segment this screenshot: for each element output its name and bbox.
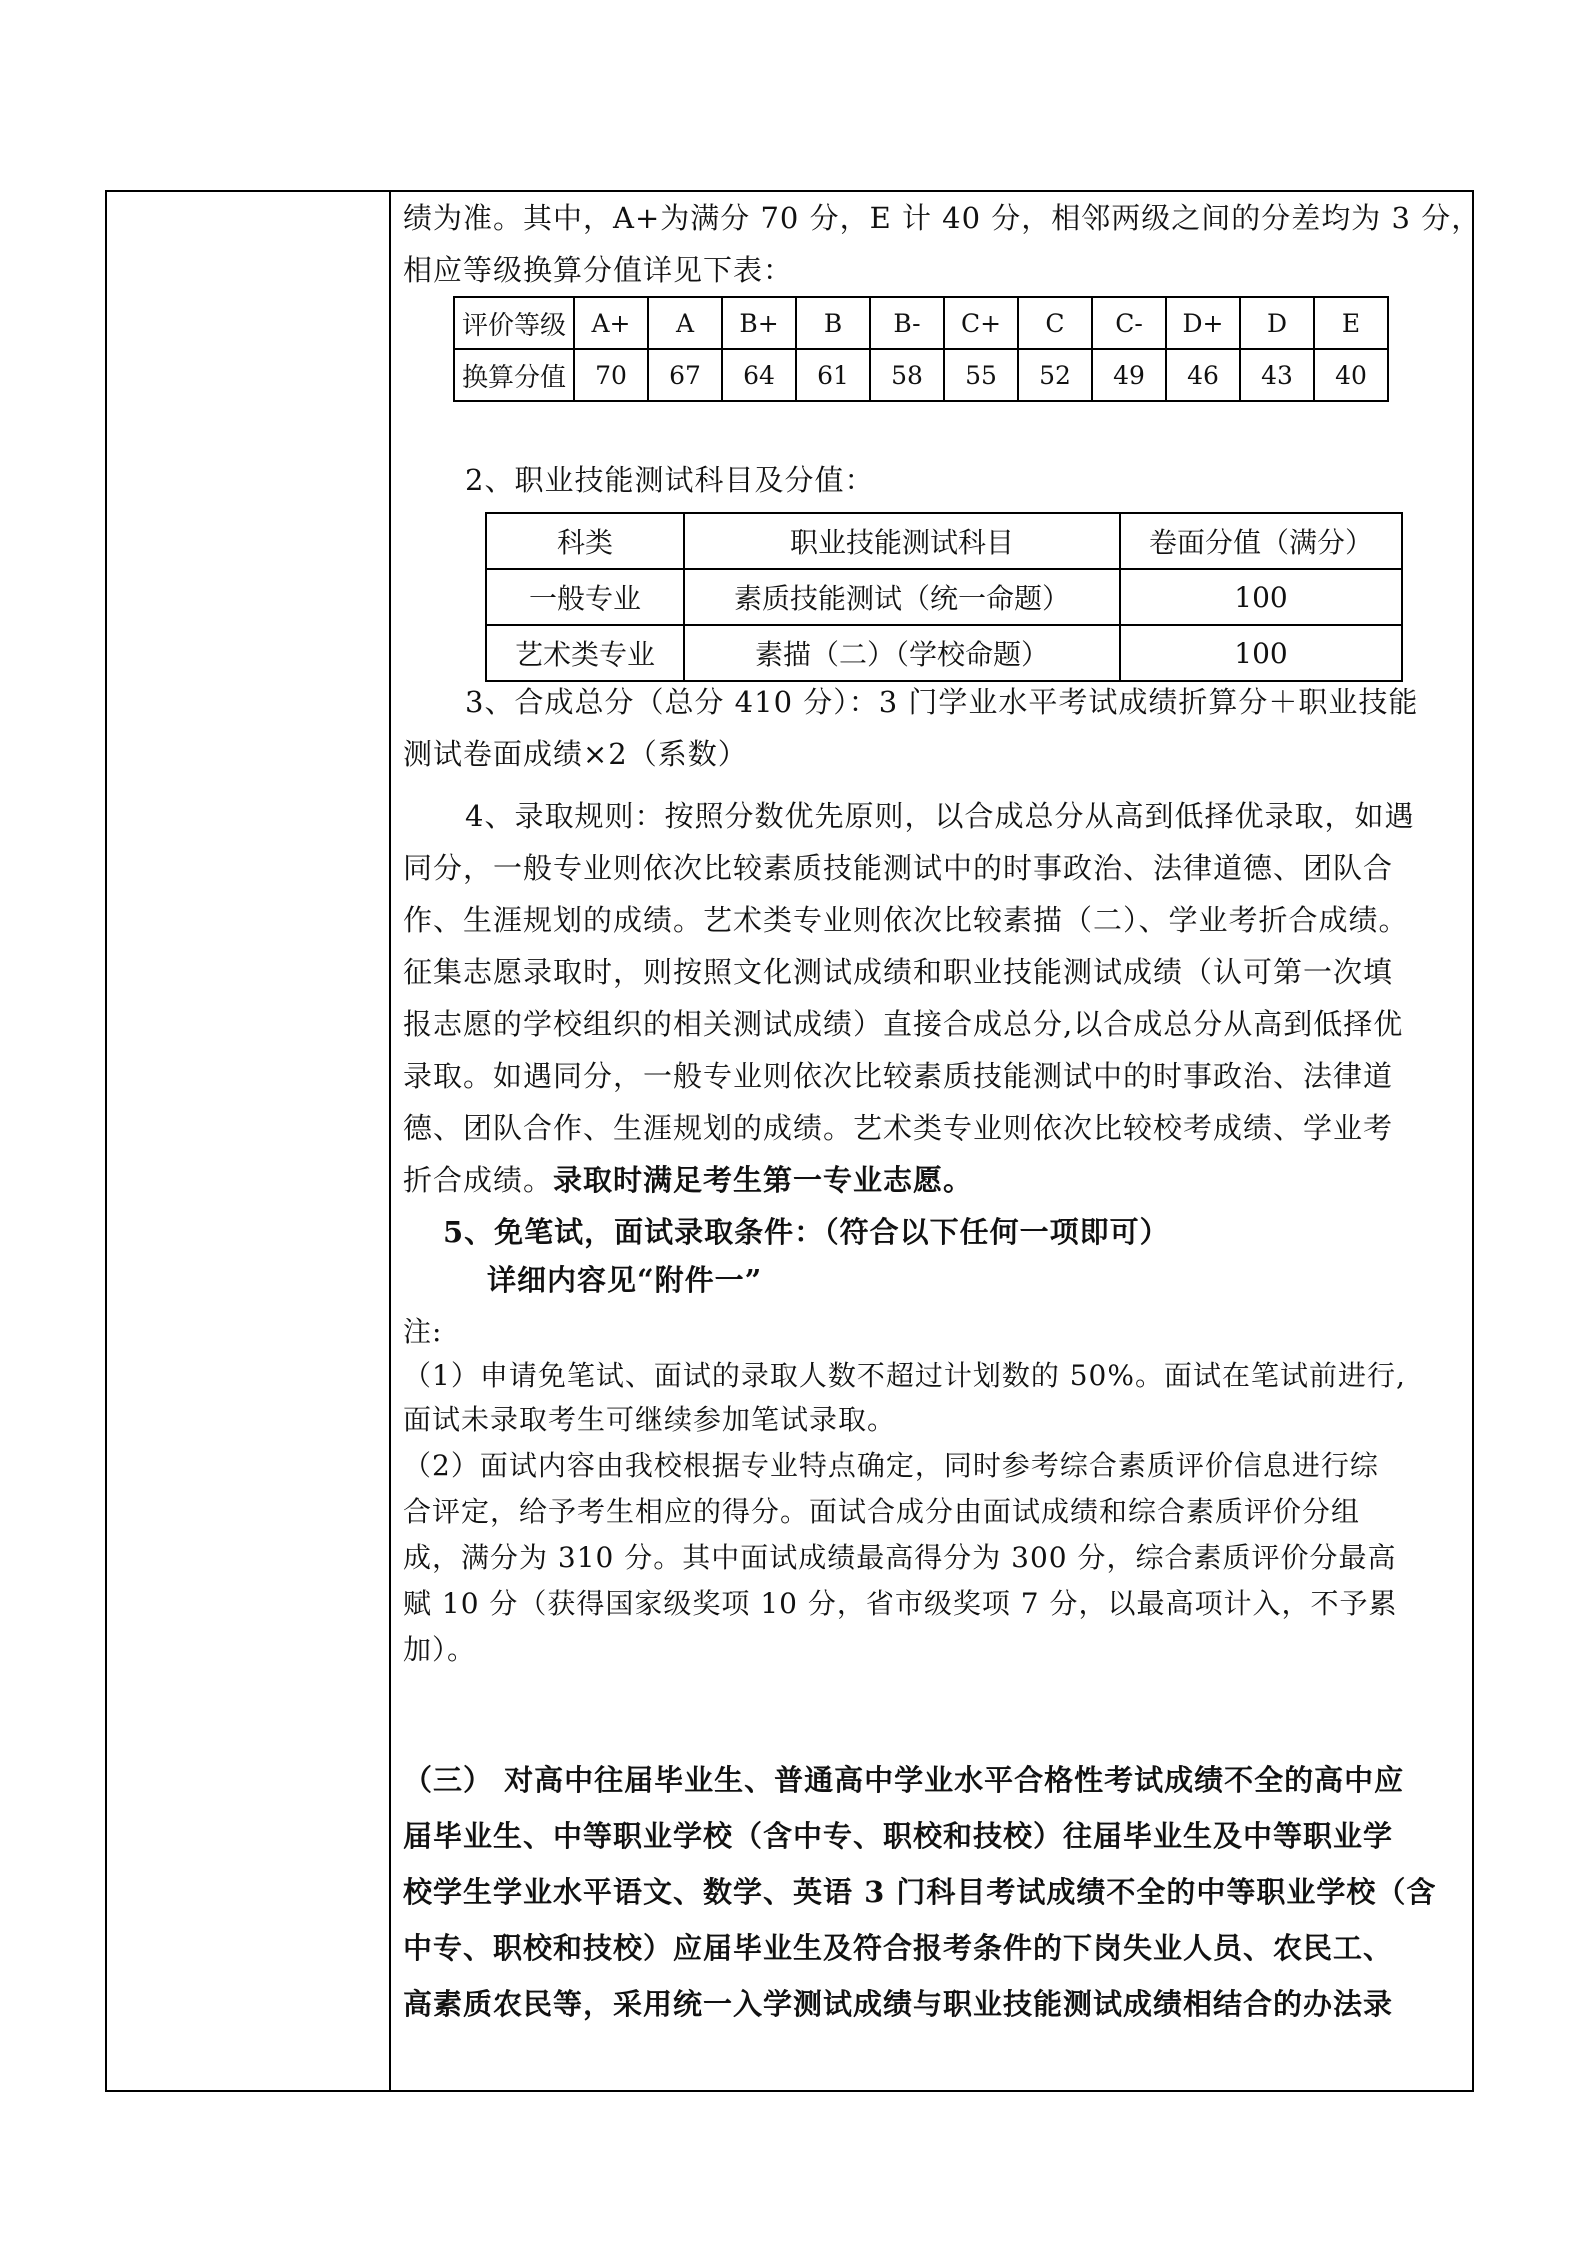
subject-row — [486, 625, 1402, 681]
section5-detail: 详细内容见“附件一” — [487, 1263, 763, 1297]
subject-name: 素质技能测试（统一命题） — [684, 569, 1120, 625]
grade-cell: E — [1314, 297, 1388, 349]
subject-score-table — [485, 512, 1403, 682]
note2-line4: 赋 10 分（获得国家级奖项 10 分，省市级奖项 7 分，以最高项计入，不予累 — [403, 1587, 1398, 1620]
section-three-line2: 届毕业生、中等职业学校（含中专、职校和技校）往届毕业生及中等职业学 — [403, 1819, 1394, 1853]
score-cell: 61 — [796, 349, 870, 401]
section4-line8-bold: 录取时满足考生第一专业志愿。 — [553, 1163, 974, 1197]
note1-line1: （1）申请免笔试、面试的录取人数不超过计划数的 50%。面试在笔试前进行, — [403, 1359, 1406, 1392]
subject-score: 100 — [1120, 569, 1402, 625]
score-cell: 58 — [870, 349, 944, 401]
subject-header-subject: 职业技能测试科目 — [684, 513, 1120, 569]
grade-header-label: 评价等级 — [454, 297, 574, 349]
score-cell: 49 — [1092, 349, 1166, 401]
section4-line8-normal: 折合成绩。 — [403, 1163, 554, 1197]
section4-line8 — [403, 1154, 1463, 1206]
subject-header-row — [486, 513, 1402, 569]
subject-row — [486, 569, 1402, 625]
subject-name: 素描（二）（学校命题） — [684, 625, 1120, 681]
note2-line2: 合评定，给予考生相应的得分。面试合成分由面试成绩和综合素质评价分组 — [403, 1495, 1361, 1528]
subject-score: 100 — [1120, 625, 1402, 681]
section-three-line3: 校学生学业水平语文、数学、英语 3 门科目考试成绩不全的中等职业学校（含 — [403, 1875, 1437, 1909]
score-cell: 40 — [1314, 349, 1388, 401]
subject-header-category: 科类 — [486, 513, 684, 569]
note2-line5: 加）。 — [403, 1633, 477, 1666]
grade-cell: C — [1018, 297, 1092, 349]
note2-line1: （2）面试内容由我校根据专业特点确定，同时参考综合素质评价信息进行综 — [403, 1449, 1379, 1482]
section-three-line5: 高素质农民等，采用统一入学测试成绩与职业技能测试成绩相结合的办法录 — [403, 1987, 1394, 2021]
score-cell: 55 — [944, 349, 1018, 401]
score-row — [454, 349, 1388, 401]
grade-conversion-table — [453, 296, 1389, 402]
score-cell: 64 — [722, 349, 796, 401]
section2-title: 2、职业技能测试科目及分值： — [465, 463, 875, 497]
grade-cell: C- — [1092, 297, 1166, 349]
section3-line2: 测试卷面成绩×2（系数） — [403, 737, 748, 771]
grade-cell: A+ — [574, 297, 648, 349]
section4-line5: 报志愿的学校组织的相关测试成绩）直接合成总分,以合成总分从高到低择优 — [403, 1007, 1404, 1041]
grade-cell: B — [796, 297, 870, 349]
grade-intro-line1: 绩为准。其中，A+为满分 70 分，E 计 40 分，相邻两级之间的分差均为 3 分， — [403, 201, 1482, 235]
score-cell: 67 — [648, 349, 722, 401]
note1-line2: 面试未录取考生可继续参加笔试录取。 — [403, 1403, 897, 1436]
score-cell: 43 — [1240, 349, 1314, 401]
table-left-column — [105, 190, 391, 2092]
score-header-label: 换算分值 — [454, 349, 574, 401]
grade-cell: B- — [870, 297, 944, 349]
grade-intro-line2: 相应等级换算分值详见下表： — [403, 253, 794, 287]
subject-category: 一般专业 — [486, 569, 684, 625]
section4-line6: 录取。如遇同分，一般专业则依次比较素质技能测试中的时事政治、法律道 — [403, 1059, 1394, 1093]
section4-line4: 征集志愿录取时，则按照文化测试成绩和职业技能测试成绩（认可第一次填 — [403, 955, 1394, 989]
note2-line3: 成，满分为 310 分。其中面试成绩最高得分为 300 分，综合素质评价分最高 — [403, 1541, 1397, 1574]
score-cell: 70 — [574, 349, 648, 401]
section-three-line1: （三） 对高中往届毕业生、普通高中学业水平合格性考试成绩不全的高中应 — [403, 1763, 1405, 1797]
section4-line2: 同分，一般专业则依次比较素质技能测试中的时事政治、法律道德、团队合 — [403, 851, 1394, 885]
subject-header-score: 卷面分值（满分） — [1120, 513, 1402, 569]
section4-line1: 4、录取规则：按照分数优先原则，以合成总分从高到低择优录取，如遇 — [465, 799, 1415, 833]
section4-line7: 德、团队合作、生涯规划的成绩。艺术类专业则依次比较校考成绩、学业考 — [403, 1111, 1394, 1145]
notes-label: 注: — [403, 1315, 443, 1348]
grade-cell: B+ — [722, 297, 796, 349]
section3-line1: 3、合成总分（总分 410 分）：3 门学业水平考试成绩折算分＋职业技能 — [465, 685, 1419, 719]
section5-title: 5、免笔试，面试录取条件：（符合以下任何一项即可） — [443, 1215, 1170, 1249]
score-cell: 46 — [1166, 349, 1240, 401]
grade-cell: C+ — [944, 297, 1018, 349]
grade-cell: D+ — [1166, 297, 1240, 349]
section4-line3: 作、生涯规划的成绩。艺术类专业则依次比较素描（二）、学业考折合成绩。 — [403, 903, 1409, 937]
section-three-line4: 中专、职校和技校）应届毕业生及符合报考条件的下岗失业人员、农民工、 — [403, 1931, 1394, 1965]
subject-category: 艺术类专业 — [486, 625, 684, 681]
grade-cell: A — [648, 297, 722, 349]
score-cell: 52 — [1018, 349, 1092, 401]
grade-cell: D — [1240, 297, 1314, 349]
grade-row — [454, 297, 1388, 349]
